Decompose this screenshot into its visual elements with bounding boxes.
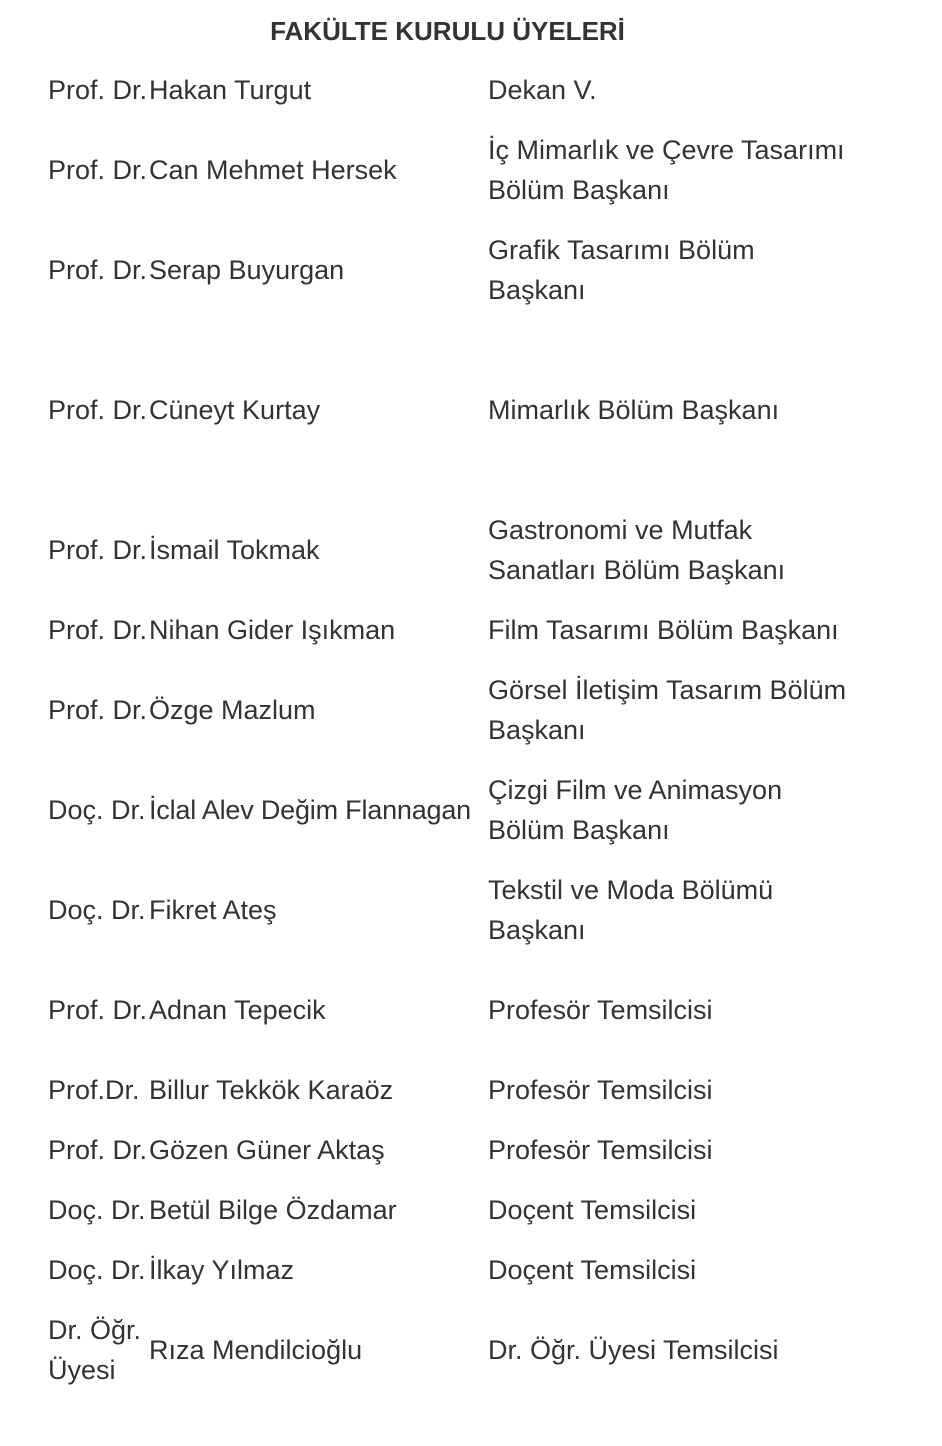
table-row <box>48 760 918 860</box>
member-name: Gözen Güner Aktaş <box>149 1135 385 1165</box>
member-title: Prof. Dr. <box>48 255 148 285</box>
member-title: Prof. Dr. <box>48 535 148 565</box>
member-role: Gastronomi ve Mutfak Sanatları Bölüm Başkanı <box>488 515 786 585</box>
member-name: Fikret Ateş <box>149 895 277 925</box>
member-name: Adnan Tepecik <box>149 995 326 1025</box>
table-row <box>48 220 918 320</box>
member-name: Rıza Mendilcioğlu <box>149 1335 363 1365</box>
member-name: İsmail Tokmak <box>149 535 320 565</box>
member-title: Doç. Dr. <box>48 1195 146 1225</box>
member-title: Prof. Dr. <box>48 995 148 1025</box>
member-name: Can Mehmet Hersek <box>149 155 397 185</box>
member-name: Serap Buyurgan <box>149 255 345 285</box>
table-row <box>48 960 918 1060</box>
member-role: Çizgi Film ve Animasyon Bölüm Başkanı <box>488 775 783 845</box>
member-name: İlkay Yılmaz <box>149 1255 295 1285</box>
member-role: Tekstil ve Moda Bölümü Başkanı <box>488 875 774 945</box>
table-row <box>48 1120 918 1180</box>
member-name: Betül Bilge Özdamar <box>149 1195 397 1225</box>
table-row <box>48 1060 918 1120</box>
member-title: Prof. Dr. <box>48 75 148 105</box>
table-row <box>48 60 918 120</box>
table-row <box>48 1300 918 1400</box>
table-row <box>48 600 918 660</box>
table-row <box>48 660 918 760</box>
member-role: Grafik Tasarımı Bölüm Başkanı <box>488 235 755 305</box>
table-row <box>48 500 918 600</box>
member-role: Doçent Temsilcisi <box>488 1255 697 1285</box>
member-role: Profesör Temsilcisi <box>488 1135 713 1165</box>
member-role: Dr. Öğr. Üyesi Temsilcisi <box>488 1335 779 1365</box>
table-row <box>48 1180 918 1240</box>
members-table <box>48 60 918 1400</box>
member-title: Prof. Dr. <box>48 695 148 725</box>
member-role: Film Tasarımı Bölüm Başkanı <box>488 615 839 645</box>
member-name: Özge Mazlum <box>149 695 316 725</box>
member-name: İclal Alev Değim Flannagan <box>149 795 471 825</box>
member-name: Hakan Turgut <box>149 75 312 105</box>
table-row <box>48 120 918 220</box>
member-role: Profesör Temsilcisi <box>488 995 713 1025</box>
member-name: Cüneyt Kurtay <box>149 395 321 425</box>
member-title: Doç. Dr. <box>48 895 146 925</box>
member-title: Prof. Dr. <box>48 615 148 645</box>
member-title: Prof. Dr. <box>48 155 148 185</box>
member-role: Dekan V. <box>488 75 597 105</box>
member-role: Profesör Temsilcisi <box>488 1075 713 1105</box>
member-role: Görsel İletişim Tasarım Bölüm Başkanı <box>488 675 847 745</box>
member-title: Dr. Öğr. Üyesi <box>48 1315 142 1385</box>
member-role: İç Mimarlık ve Çevre Tasarımı Bölüm Başkanı <box>488 135 845 205</box>
member-name: Nihan Gider Işıkman <box>149 615 396 645</box>
page-title: FAKÜLTE KURULU ÜYELERİ <box>270 16 625 46</box>
member-role: Doçent Temsilcisi <box>488 1195 697 1225</box>
table-row <box>48 320 918 500</box>
table-row <box>48 1240 918 1300</box>
member-name: Billur Tekkök Karaöz <box>149 1075 394 1105</box>
member-title: Prof. Dr. <box>48 395 148 425</box>
member-title: Doç. Dr. <box>48 1255 146 1285</box>
member-title: Doç. Dr. <box>48 795 146 825</box>
member-title: Prof.Dr. <box>48 1075 140 1105</box>
member-role: Mimarlık Bölüm Başkanı <box>488 395 780 425</box>
member-title: Prof. Dr. <box>48 1135 148 1165</box>
table-row <box>48 860 918 960</box>
